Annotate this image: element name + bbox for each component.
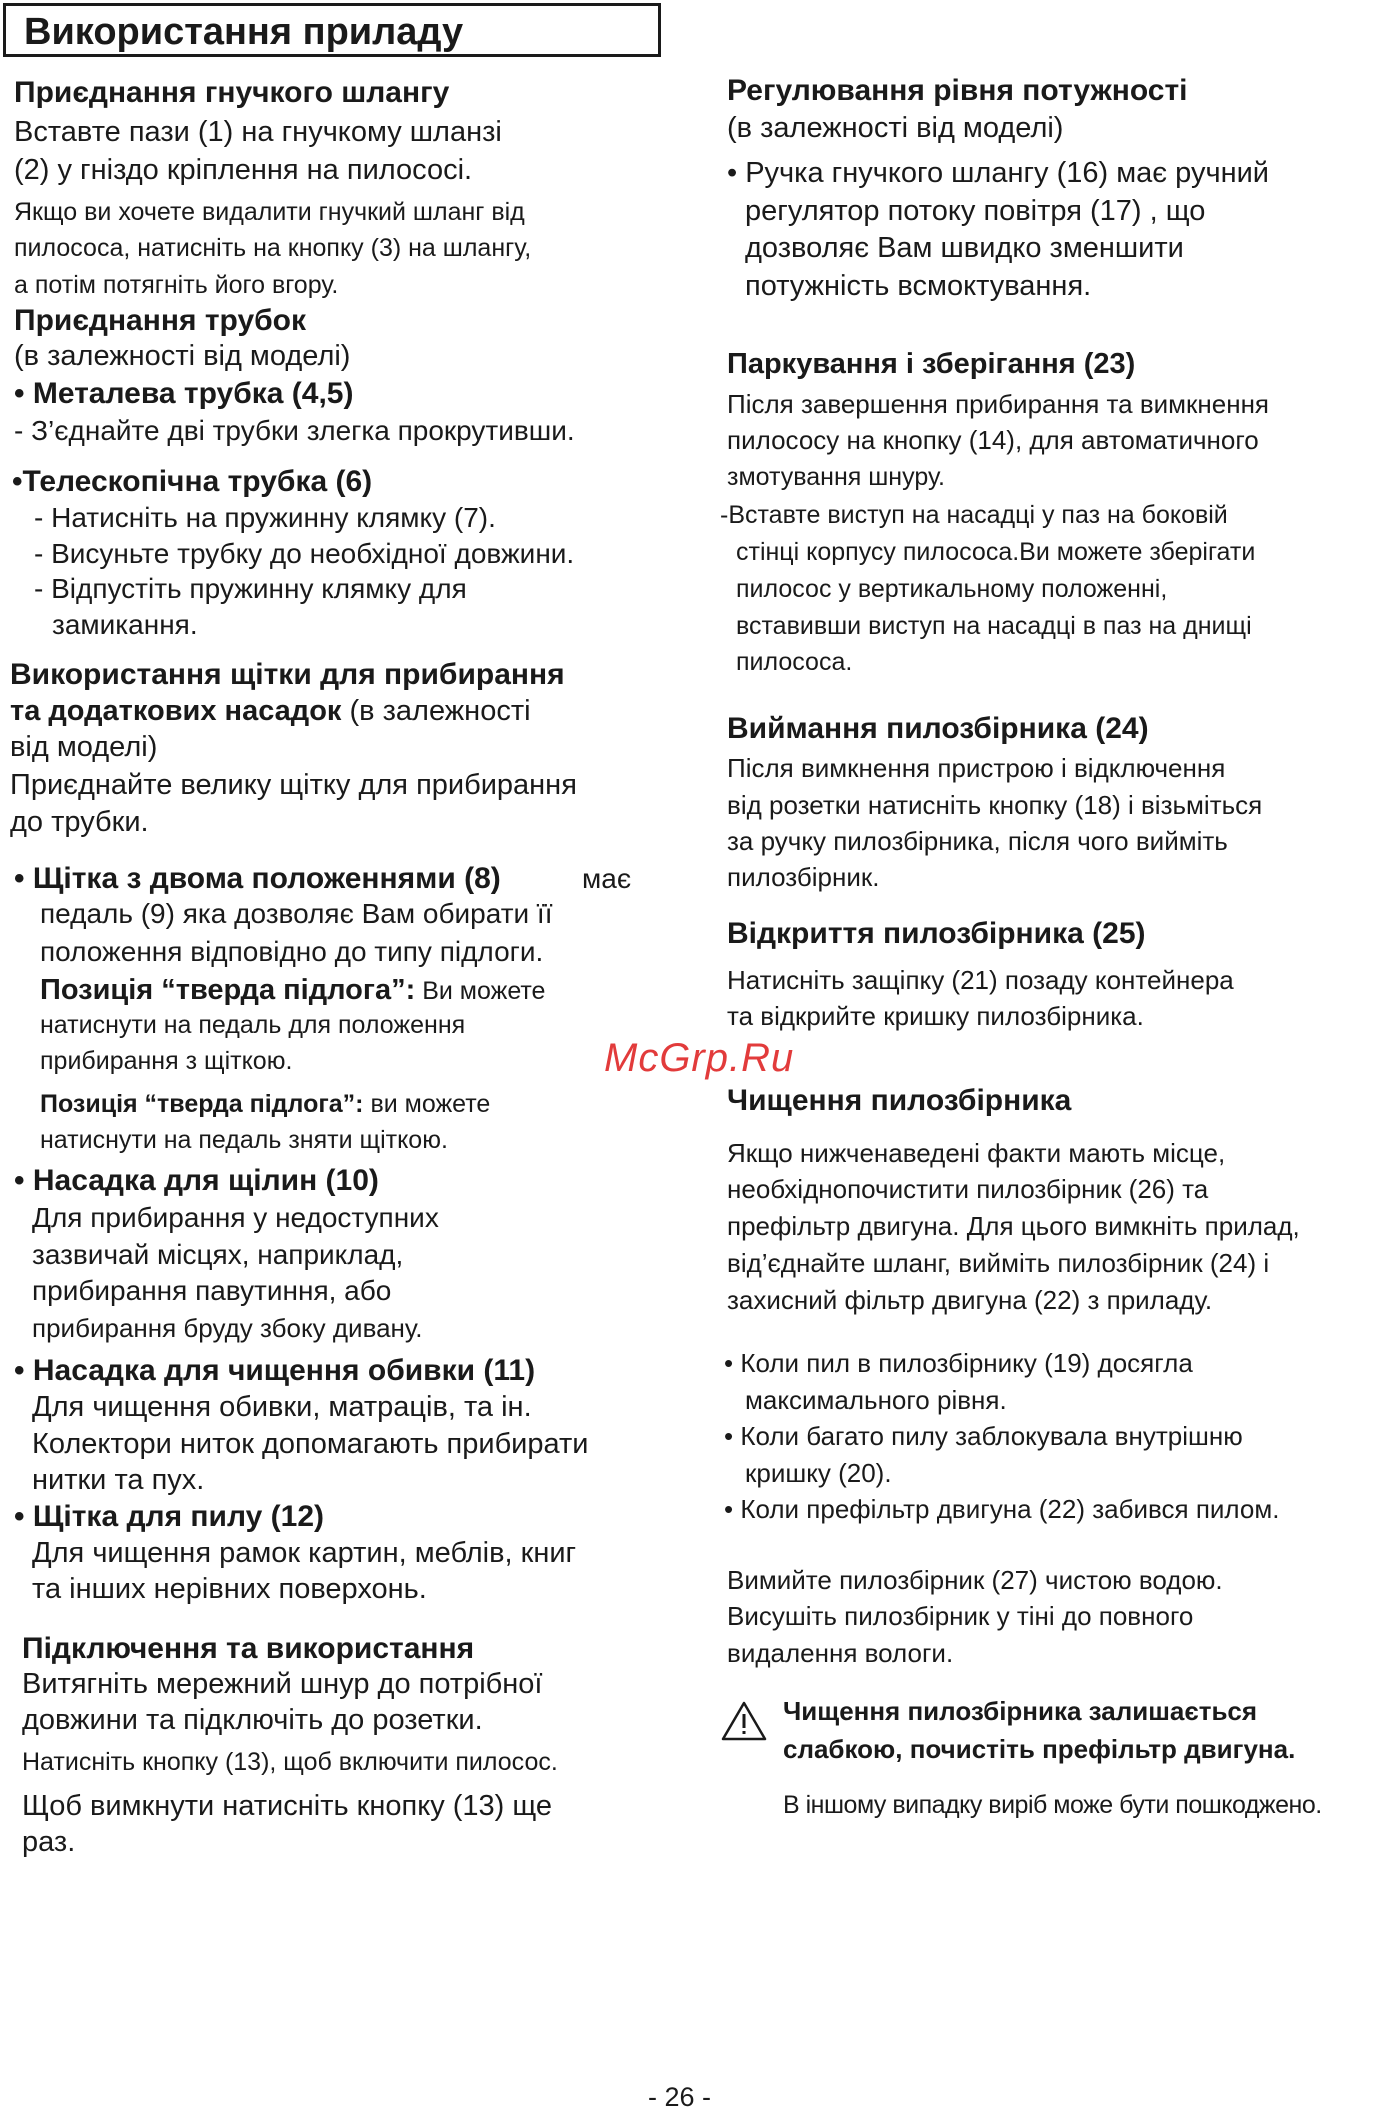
remove-line: від розетки натисніть кнопку (18) і візьміться	[727, 790, 1263, 820]
telescopic-line: - Натисніть на пружинну клямку (7).	[34, 502, 496, 533]
wash-line: видалення вологи.	[727, 1638, 954, 1668]
page-title: Використання приладу	[24, 11, 464, 53]
wash-line: Висушіть пилозбірник у тіні до повного	[727, 1601, 1194, 1631]
remove-line: пилозбірник.	[727, 862, 880, 892]
warning-icon	[720, 1700, 768, 1742]
connect-line: Витягніть мережний шнур до потрібної	[22, 1668, 543, 1700]
crevice-line: зазвичай місцях, наприклад,	[32, 1239, 404, 1270]
connect-line: Натисніть кнопку (13), щоб включити пилосос.	[22, 1748, 558, 1776]
clean-line: необхіднопочистити пилозбірник (26) та	[727, 1174, 1209, 1204]
open-line: та відкрийте кришку пилозбірника.	[727, 1001, 1144, 1031]
watermark: McGrp.Ru	[604, 1036, 795, 1080]
parking-line: Після завершення прибирання та вимкнення	[727, 389, 1270, 419]
power-line: регулятор потоку повітря (17) , що	[745, 195, 1206, 227]
parking-line: пилососу на кнопку (14), для автоматичного	[727, 425, 1259, 455]
brushes-line: Приєднайте велику щітку для прибирання	[10, 769, 577, 801]
metal-tube-heading: • Металева трубка (4,5)	[14, 377, 354, 410]
power-line: потужність всмоктування.	[745, 270, 1092, 302]
position-1-line	[40, 974, 545, 1007]
position-1-line: прибирання з щіткою.	[40, 1047, 293, 1075]
parking-line: -Вставте виступ на насадці у паз на боковій	[720, 501, 1228, 529]
two-position-line: положення відповідно до типу підлоги.	[40, 936, 544, 967]
parking-line: вставивши виступ на насадці в паз на днищі	[736, 612, 1252, 640]
crevice-line: прибирання бруду збоку дивану.	[32, 1313, 423, 1343]
clean-bullet: • Коли багато пилу заблокувала внутрішню	[724, 1421, 1243, 1451]
connect-line: довжини та підключіть до розетки.	[22, 1704, 483, 1736]
wash-line: Вимийте пилозбірник (27) чистою водою.	[727, 1565, 1223, 1595]
brushes-heading-rest: (в залежності	[341, 695, 531, 727]
connect-heading: Підключення та використання	[22, 1632, 475, 1665]
power-heading: Регулювання рівня потужності	[727, 74, 1188, 107]
power-line: • Ручка гнучкого шлангу (16) має ручний	[727, 157, 1269, 189]
tubes-heading: Приєднання трубок	[14, 304, 307, 337]
hose-heading: Приєднання гнучкого шлангу	[14, 76, 450, 109]
dust-brush-line: та інших нерівних поверхонь.	[32, 1573, 427, 1605]
warning-note: В іншому випадку виріб може бути пошкоджено.	[783, 1791, 1322, 1819]
upholstery-tool-heading: • Насадка для чищення обивки (11)	[14, 1354, 536, 1387]
upholstery-line: нитки та пух.	[32, 1464, 205, 1496]
parking-line: змотування шнуру.	[727, 463, 945, 491]
connect-line: раз.	[22, 1826, 76, 1858]
parking-line: стінці корпусу пилососа.Ви можете зберігати	[736, 538, 1256, 566]
clean-bullet: максимального рівня.	[745, 1385, 1007, 1415]
warning-line: слабкою, почистіть префільтр двигуна.	[783, 1734, 1296, 1764]
clean-bullet: кришку (20).	[745, 1458, 892, 1488]
remove-dust-container-heading: Виймання пилозбірника (24)	[727, 712, 1149, 745]
two-position-brush-heading: • Щітка з двома положеннями (8)	[14, 862, 501, 895]
hose-line: а потім потягніть його вгору.	[14, 271, 339, 299]
parking-line: пилосос у вертикальному положенні,	[736, 575, 1168, 603]
clean-bullet: • Коли префільтр двигуна (22) забився пилом.	[724, 1494, 1280, 1524]
telescopic-line: - Відпустіть пружинну клямку для	[34, 573, 467, 604]
position-2-line	[40, 1090, 490, 1119]
brushes-heading-line2	[10, 695, 531, 728]
position-1-text: Ви можете	[415, 977, 546, 1005]
connect-line: Щоб вимкнути натисніть кнопку (13) ще	[22, 1790, 553, 1822]
upholstery-line: Колектори ниток допомагають прибирати	[32, 1428, 589, 1460]
brushes-line: до трубки.	[10, 806, 149, 838]
crevice-tool-heading: • Насадка для щілин (10)	[14, 1164, 379, 1197]
brushes-heading-bold: та додаткових насадок	[10, 695, 342, 727]
telescopic-line: замикання.	[52, 609, 198, 640]
telescopic-heading: •Телескопічна трубка (6)	[12, 465, 373, 498]
hose-line: (2) у гніздо кріплення на пилососі.	[14, 154, 473, 186]
telescopic-line: - Висуньте трубку до необхідної довжини.	[34, 538, 575, 569]
page-title-box	[3, 3, 661, 57]
hose-line: Вставте пази (1) на гнучкому шланзі	[14, 116, 502, 148]
open-dust-container-heading: Відкриття пилозбірника (25)	[727, 917, 1146, 950]
clean-line: від’єднайте шланг, вийміть пилозбірник (24) і	[727, 1248, 1270, 1278]
power-line: дозволяє Вам швидко зменшити	[745, 232, 1184, 264]
hose-line: Якщо ви хочете видалити гнучкий шланг від	[14, 198, 525, 226]
clean-line: Якщо нижченаведені факти мають місце,	[727, 1138, 1226, 1168]
clean-line: захисний фільтр двигуна (22) з приладу.	[727, 1285, 1213, 1315]
page-number: - 26 -	[648, 2082, 712, 2112]
hose-line: пилососа, натисніть на кнопку (3) на шлангу,	[14, 234, 532, 262]
two-position-line: має	[582, 863, 632, 894]
parking-line: пилососа.	[736, 648, 853, 676]
position-1-label: Позиція “тверда підлога”:	[40, 974, 416, 1006]
dust-brush-line: Для чищення рамок картин, меблів, книг	[32, 1537, 577, 1569]
open-line: Натисніть защіпку (21) позаду контейнера	[727, 965, 1234, 995]
two-position-line: педаль (9) яка дозволяє Вам обирати її	[40, 898, 553, 929]
crevice-line: прибирання павутиння, або	[32, 1275, 392, 1306]
power-subheading: (в залежності від моделі)	[727, 112, 1064, 144]
warning-line: Чищення пилозбірника залишається	[783, 1696, 1258, 1726]
position-1-line: натиснути на педаль для положення	[40, 1011, 466, 1039]
clean-line: префільтр двигуна. Для цього вимкніть прилад,	[727, 1211, 1300, 1241]
tubes-subheading: (в залежності від моделі)	[14, 340, 351, 372]
position-2-label: Позиція “тверда підлога”:	[40, 1090, 364, 1118]
clean-bullet: • Коли пил в пилозбірнику (19) досягла	[724, 1348, 1193, 1378]
position-2-line: натиснути на педаль зняти щіткою.	[40, 1126, 448, 1154]
dust-brush-heading: • Щітка для пилу (12)	[14, 1500, 325, 1533]
parking-heading: Паркування і зберігання (23)	[727, 348, 1136, 380]
brushes-heading: Використання щітки для прибирання	[10, 658, 565, 691]
upholstery-line: Для чищення обивки, матраців, та ін.	[32, 1391, 532, 1423]
crevice-line: Для прибирання у недоступних	[32, 1202, 439, 1233]
remove-line: за ручку пилозбірника, після чого вийміть	[727, 826, 1228, 856]
metal-tube-line: - З’єднайте дві трубки злегка прокрутивши.	[14, 415, 575, 446]
remove-line: Після вимкнення пристрою і відключення	[727, 753, 1226, 783]
brushes-line: від моделі)	[10, 731, 158, 763]
position-2-text: ви можете	[363, 1090, 491, 1118]
clean-dust-container-heading: Чищення пилозбірника	[727, 1084, 1072, 1117]
